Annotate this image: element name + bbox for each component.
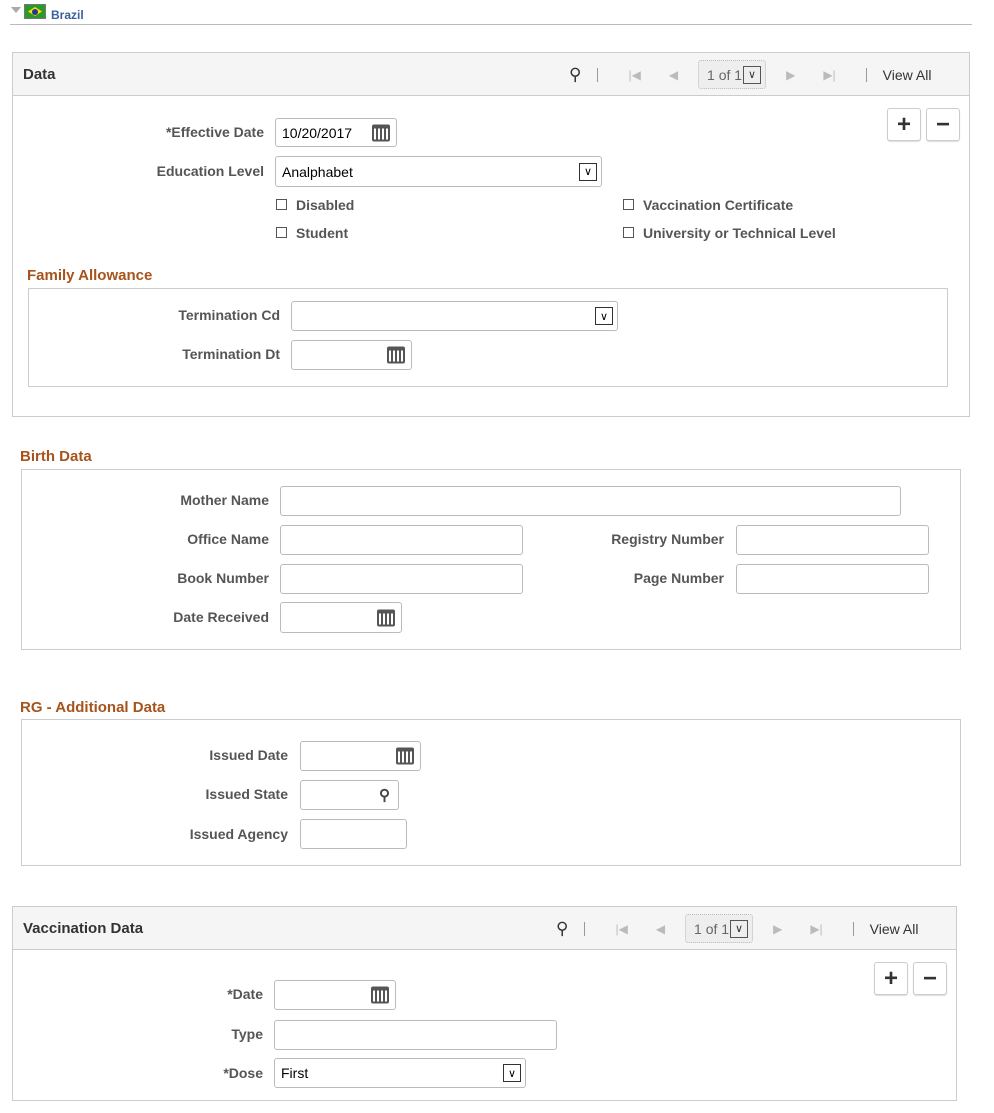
next-icon[interactable]: ▶	[786, 67, 796, 82]
view-all-link[interactable]: View All	[882, 66, 932, 83]
university-checkbox[interactable]	[623, 227, 634, 238]
chevron-down-icon[interactable]: ∨	[730, 920, 748, 938]
date-label: *Date	[227, 986, 263, 1002]
university-label: University or Technical Level	[643, 225, 836, 241]
family-allowance-title: Family Allowance	[27, 267, 153, 284]
calendar-icon[interactable]	[372, 124, 390, 141]
issued-date-label: Issued Date	[209, 747, 288, 763]
date-received-input[interactable]	[280, 602, 402, 633]
calendar-icon[interactable]	[387, 347, 405, 364]
next-icon[interactable]: ▶	[773, 921, 783, 936]
book-number-input[interactable]	[280, 564, 523, 594]
collapse-triangle-icon[interactable]	[11, 7, 21, 13]
student-label: Student	[296, 225, 349, 241]
add-row-button[interactable]: +	[887, 108, 921, 141]
chevron-down-icon[interactable]: ∨	[595, 307, 613, 325]
last-icon[interactable]: ▶|	[823, 67, 836, 82]
brazil-flag-icon	[24, 4, 46, 19]
delete-row-button[interactable]: −	[913, 962, 947, 995]
last-icon[interactable]: ▶|	[810, 921, 823, 936]
effective-date-input[interactable]: 10/20/2017	[275, 118, 397, 147]
calendar-icon[interactable]	[371, 987, 389, 1004]
delete-row-button[interactable]: −	[926, 108, 960, 141]
issued-date-input[interactable]	[300, 741, 421, 771]
prev-icon[interactable]: ◀	[655, 921, 666, 936]
type-input[interactable]	[274, 1020, 557, 1050]
date-received-label: Date Received	[173, 609, 269, 625]
type-label: Type	[231, 1026, 263, 1042]
rg-box	[21, 719, 961, 866]
search-icon[interactable]: ⚲	[569, 64, 582, 84]
office-name-input[interactable]	[280, 525, 523, 555]
first-icon[interactable]: |◀	[628, 67, 641, 82]
book-number-label: Book Number	[177, 570, 269, 586]
vaccination-certificate-label: Vaccination Certificate	[643, 197, 794, 213]
data-title: Data	[23, 66, 56, 83]
view-all-link[interactable]: View All	[869, 920, 919, 937]
issued-state-label: Issued State	[205, 786, 288, 802]
registry-number-label: Registry Number	[611, 531, 724, 547]
termination-dt-label: Termination Dt	[182, 346, 280, 362]
termination-cd-label: Termination Cd	[178, 307, 280, 323]
vaccination-title: Vaccination Data	[23, 920, 144, 937]
mother-name-label: Mother Name	[180, 492, 269, 508]
page-number-input[interactable]	[736, 564, 929, 594]
dose-select[interactable]: First ∨	[274, 1058, 526, 1088]
chevron-down-icon[interactable]: ∨	[743, 66, 761, 84]
page-number-label: Page Number	[633, 570, 724, 586]
student-checkbox[interactable]	[276, 227, 287, 238]
issued-agency-label: Issued Agency	[189, 826, 288, 842]
chevron-down-icon[interactable]: ∨	[503, 1064, 521, 1082]
education-level-select[interactable]: Analphabet ∨	[275, 156, 602, 187]
issued-state-input[interactable]	[300, 780, 399, 810]
country-link[interactable]: Brazil	[51, 8, 84, 22]
divider	[10, 24, 972, 25]
first-icon[interactable]: |◀	[615, 921, 628, 936]
add-row-button[interactable]: +	[874, 962, 908, 995]
vaccination-certificate-checkbox[interactable]	[623, 199, 634, 210]
mother-name-input[interactable]	[280, 486, 901, 516]
effective-date-label: *Effective Date	[165, 124, 264, 140]
office-name-label: Office Name	[187, 531, 269, 547]
chevron-down-icon[interactable]: ∨	[579, 163, 597, 181]
dose-label: *Dose	[223, 1065, 263, 1081]
disabled-checkbox[interactable]	[276, 199, 287, 210]
registry-number-input[interactable]	[736, 525, 929, 555]
prev-icon[interactable]: ◀	[668, 67, 679, 82]
calendar-icon[interactable]	[396, 748, 414, 765]
termination-cd-select[interactable]	[291, 301, 618, 331]
page-selector[interactable]: 1 of 1 ∨	[698, 60, 766, 89]
search-icon[interactable]: ⚲	[556, 918, 569, 938]
education-level-label: Education Level	[156, 163, 264, 179]
disabled-label: Disabled	[296, 197, 355, 213]
birth-data-title: Birth Data	[20, 448, 92, 465]
termination-dt-input[interactable]	[291, 340, 412, 370]
search-icon[interactable]: ⚲	[379, 787, 390, 804]
rg-title: RG - Additional Data	[20, 699, 166, 716]
page-selector[interactable]: 1 of 1 ∨	[685, 914, 753, 943]
date-input[interactable]	[274, 980, 396, 1010]
issued-agency-input[interactable]	[300, 819, 407, 849]
calendar-icon[interactable]	[377, 609, 395, 626]
